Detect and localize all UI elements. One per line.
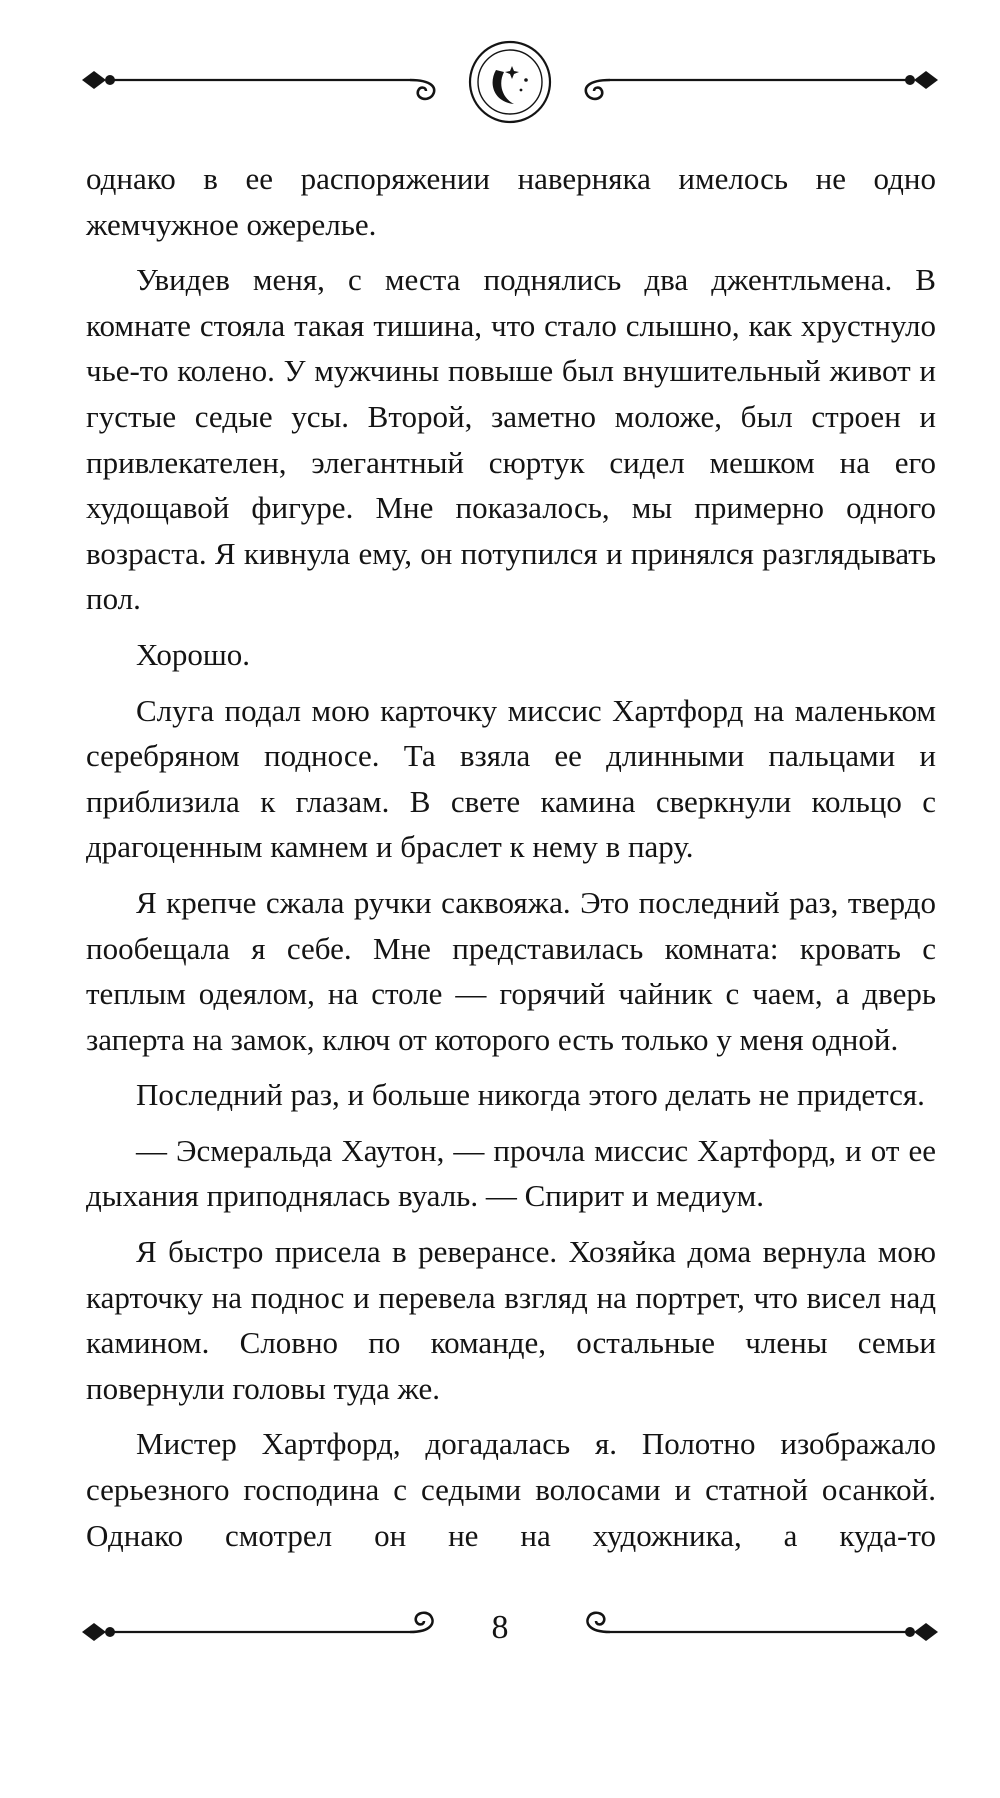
paragraph-5: Я крепче сжала ручки саквояжа. Это последний раз, твердо пообещала я себе. Мне представилась комната: кровать с теплым одеялом, на столе — горячий чайник с чаем, а дверь заперта на замок, ключ от которого есть только у меня одной. (86, 884, 936, 1057)
left-diamond-flourish-icon (82, 71, 434, 99)
paragraph-4: Слуга подал мою карточку миссис Хартфорд на маленьком серебряном подносе. Та взяла ее длинными пальцами и приблизила к глазам. В свете камина сверкнули кольцо с драгоценным камнем и браслет к нему в пару. (86, 692, 936, 865)
paragraph-3: Хорошо. (136, 636, 251, 672)
moon-stars-emblem-icon (470, 42, 550, 122)
page-text (86, 156, 936, 1568)
page-number: 8 (491, 1609, 509, 1646)
header-ornament (80, 40, 940, 130)
paragraph-7: — Эсмеральда Хаутон, — прочла миссис Хартфорд, и от ее дыхания приподнялась вуаль. — Спирит и медиум. (86, 1132, 936, 1214)
paragraph-6: Последний раз, и больше никогда этого делать не придется. (136, 1077, 925, 1113)
paragraph-1: однако в ее распоряжении наверняка имелось не одно жемчужное ожерелье. (86, 161, 936, 242)
paragraph-9: Мистер Хартфорд, догадалась я. Полотно изображало серьезного господина с седыми волосами и статной осанкой. Однако смотрел он не на художника, а куда-то (86, 1426, 936, 1553)
right-diamond-flourish-icon (586, 71, 938, 99)
paragraph-8: Я быстро присела в реверансе. Хозяйка дома вернула мою карточку на поднос и перевела взгляд на портрет, что висел над камином. Словно по команде, остальные члены семьи повернули головы туда же. (86, 1234, 936, 1406)
paragraph-2: Увидев меня, с места поднялись два джентльмена. В комнате стояла такая тишина, что стало слышно, как хрустнуло чье-то колено. У мужчины повыше был внушительный живот и густые седые усы. Второй, заметно моложе, был строен и привлекателен, элегантный сюртук сидел мешком на его худощавой фигуре. Мне показалось, мы примерно одного возраста. Я кивнула ему, он потупился и принялся разглядывать пол. (86, 262, 936, 617)
